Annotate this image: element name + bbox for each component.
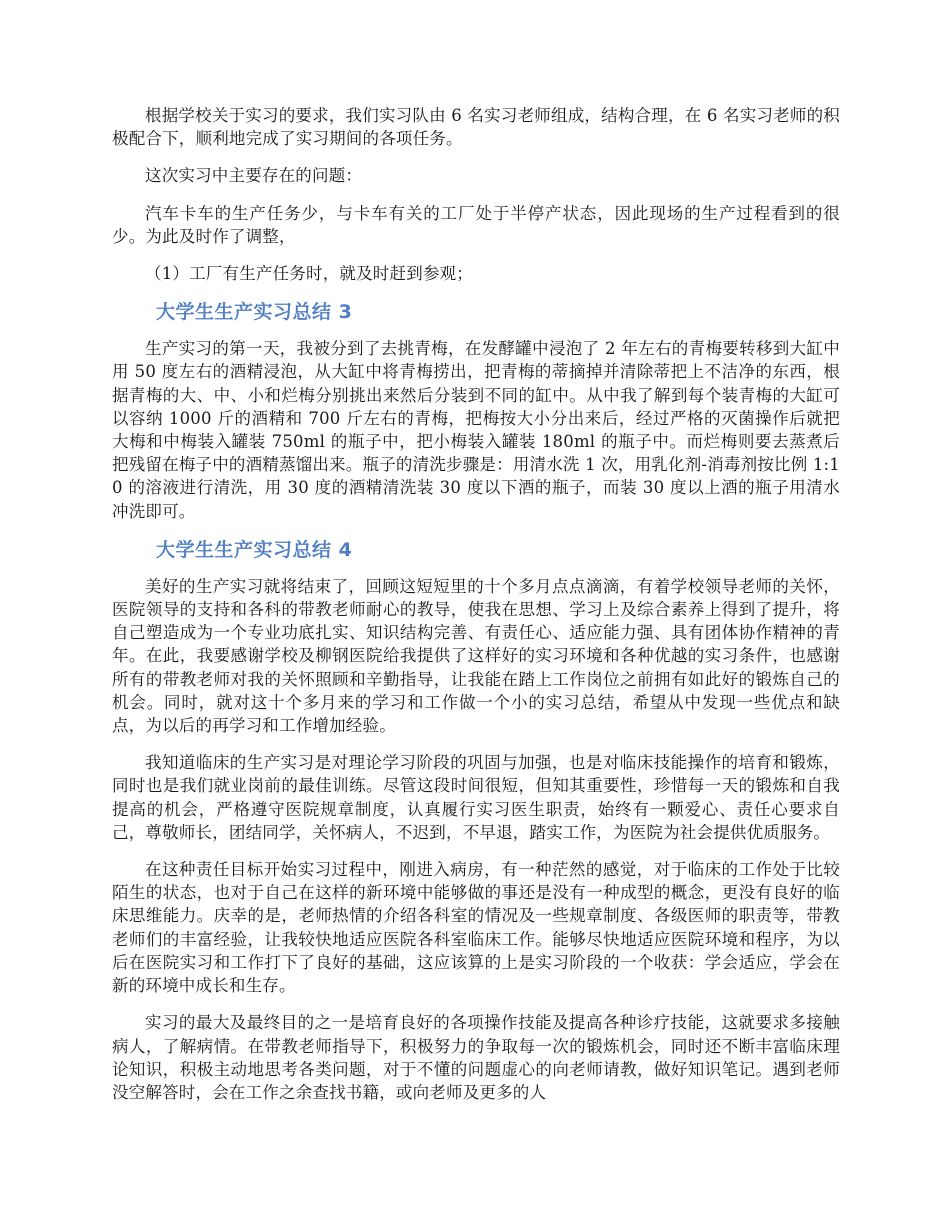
- paragraph-list-item-1: （1）工厂有生产任务时，就及时赶到参观；: [145, 264, 473, 284]
- paragraph-internship-ending: 美好的生产实习就将结束了，回顾这短短里的十个多月点点滴滴，有着学校领导老师的关怀，医院领导的支持和各科的带教老师耐心的教导，使我在思想、学习上及综合素养上得到了提升，将自己塑造成为一个专业功底扎实、知识结构完善、有责任心、适应能力强、具有团体协作精神的青年。在此，我要感谢学校及柳钢医院给我提供了这样好的实习环境和各种优越的实习条件，也感谢所有的带教老师对我的关怀照顾和辛勤指导，让我能在踏上工作岗位之前拥有如此好的锻炼自己的机会。同时，就对这十个多月来的学习和工作做一个小的实习总结，希望从中发现一些优点和缺点，为以后的再学习和工作增加经验。: [112, 576, 840, 736]
- paragraph-responsibility: 在这种责任目标开始实习过程中，刚进入病房，有一种茫然的感觉，对于临床的工作处于比较陌生的状态，也对于自己在这样的新环境中能够做的事还是没有一种成型的概念，更没有良好的临床思维能力。庆幸的是，老师热情的介绍各科室的情况及一些规章制度、各级医师的职责等，带教老师们的丰富经验，让我较快地适应医院各科室临床工作。能够尽快地适应医院环境和程序，为以后在医院实习和工作打下了良好的基础，这应该算的上是实习阶段的一个收获：学会适应，学会在新的环境中成长和生存。: [112, 860, 840, 996]
- paragraph-internship-team: 根据学校关于实习的要求，我们实习队由 6 名实习老师组成，结构合理，在 6 名实习老师的积极配合下，顺利地完成了实习期间的各项任务。: [112, 106, 840, 149]
- section-heading-4: 大学生生产实习总结 4: [156, 538, 353, 561]
- paragraph-clinical-practice: 我知道临床的生产实习是对理论学习阶段的巩固与加强，也是对临床技能操作的培育和锻炼，同时也是我们就业岗前的最佳训练。尽管这段时间很短，但知其重要性，珍惜每一天的锻炼和自我提高的机会，严格遵守医院规章制度，认真履行实习医生职责，始终有一颗爱心、责任心要求自己，尊敬师长，团结同学，关怀病人，不迟到，不早退，踏实工作，为医院为社会提供优质服务。: [112, 753, 840, 842]
- document-page: [112, 104, 840, 1118]
- paragraph-truck-production: 汽车卡车的生产任务少，与卡车有关的工厂处于半停产状态，因此现场的生产过程看到的很少。为此及时作了调整，: [112, 203, 840, 246]
- paragraph-green-plum: 生产实习的第一天，我被分到了去挑青梅，在发酵罐中浸泡了 2 年左右的青梅要转移到大缸中用 50 度左右的酒精浸泡，从大缸中将青梅捞出，把青梅的蒂摘掉并清除蒂把上不洁净的东西，根据青梅的大、中、小和烂梅分别挑出来然后分装到不同的缸中。从中我了解到每个装青梅的大缸可以容纳 1000 斤的酒精和 700 斤左右的青梅，把梅按大小分出来后，经过严格的灭菌操作后就把大梅和中梅装入罐装 750ml 的瓶子中，把小梅装入罐装 180ml 的瓶子中。而烂梅则要去蒸煮后把残留在梅子中的酒精蒸馏出来。瓶子的清洗步骤是：用清水洗 1 次，用乳化剂-消毒剂按比例 1:10 的溶液进行清洗，用 30 度的酒精清洗装 30 度以下酒的瓶子，而装 30 度以上酒的瓶子用清水冲洗即可。: [112, 339, 840, 521]
- paragraph-problems-intro: 这次实习中主要存在的问题：: [145, 166, 363, 186]
- paragraph-skills: 实习的最大及最终目的之一是培育良好的各项操作技能及提高各种诊疗技能，这就要求多接触病人，了解病情。在带教老师指导下，积极努力的争取每一次的锻炼机会，同时还不断丰富临床理论知识，积极主动地思考各类问题，对于不懂的问题虚心的向老师请教，做好知识笔记。遇到老师没空解答时，会在工作之余查找书籍，或向老师及更多的人: [112, 1013, 840, 1102]
- section-heading-3: 大学生生产实习总结 3: [156, 301, 353, 324]
